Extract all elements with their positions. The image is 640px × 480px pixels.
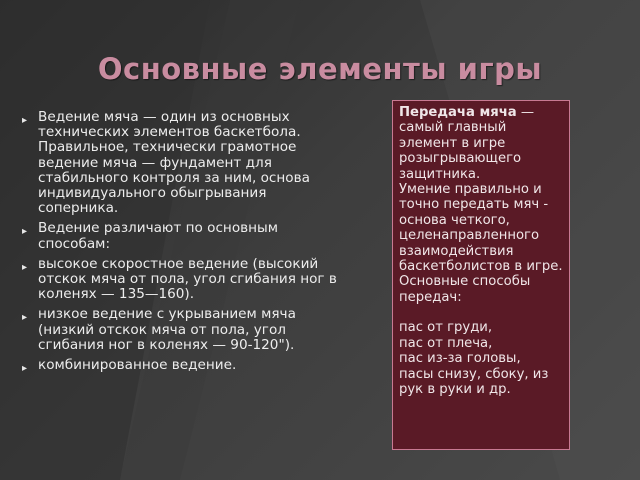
bullet-icon: ▸ (22, 261, 28, 273)
pass-heading: Передача мяча (399, 105, 517, 120)
list-item: ▸ низкое ведение с укрыванием мяча (низкий отскок мяча от пола, угол сгибания ног в коленях — 90-120"). (22, 306, 296, 353)
pass-skill-text: Умение правильно и точно передать мяч - основа четкого, целенаправленного взаимодействия баскетболистов в игре. (399, 182, 563, 275)
bullet-icon: ▸ (22, 115, 28, 126)
list-item: ▸ комбинированное ведение. (20, 358, 340, 373)
pass-methods-heading: Основные способы передач: (399, 274, 531, 305)
pass-info-box (392, 100, 570, 450)
pass-methods-list: пас от груди, пас от плеча, пас из-за головы, пасы снизу, сбоку, из рук в руки и др. (399, 320, 549, 397)
list-item: ▸ Ведение различают по основным способам: (22, 220, 279, 252)
slide-title: Основные элементы игры (97, 52, 543, 86)
list-item: ▸ Ведение мяча — один из основных технических элементов баскетбола. Правильное, технически грамотное ведение мяча — фундамент для стабильного контроля за ним, основа индивидуального обыгрывания соперника. (22, 109, 310, 217)
bullet-icon: ▸ (22, 363, 28, 375)
bullet-icon: ▸ (22, 312, 28, 324)
bullet-icon: ▸ (22, 226, 28, 238)
list-item: ▸ высокое скоростное ведение (высокий отскок мяча от пола, угол сгибания ног в коленях — 135—160). (22, 255, 337, 303)
left-bullet-list (20, 110, 340, 378)
pass-intro: Передача мяча — самый главный элемент в игре розыгрывающего защитника. (399, 105, 535, 182)
